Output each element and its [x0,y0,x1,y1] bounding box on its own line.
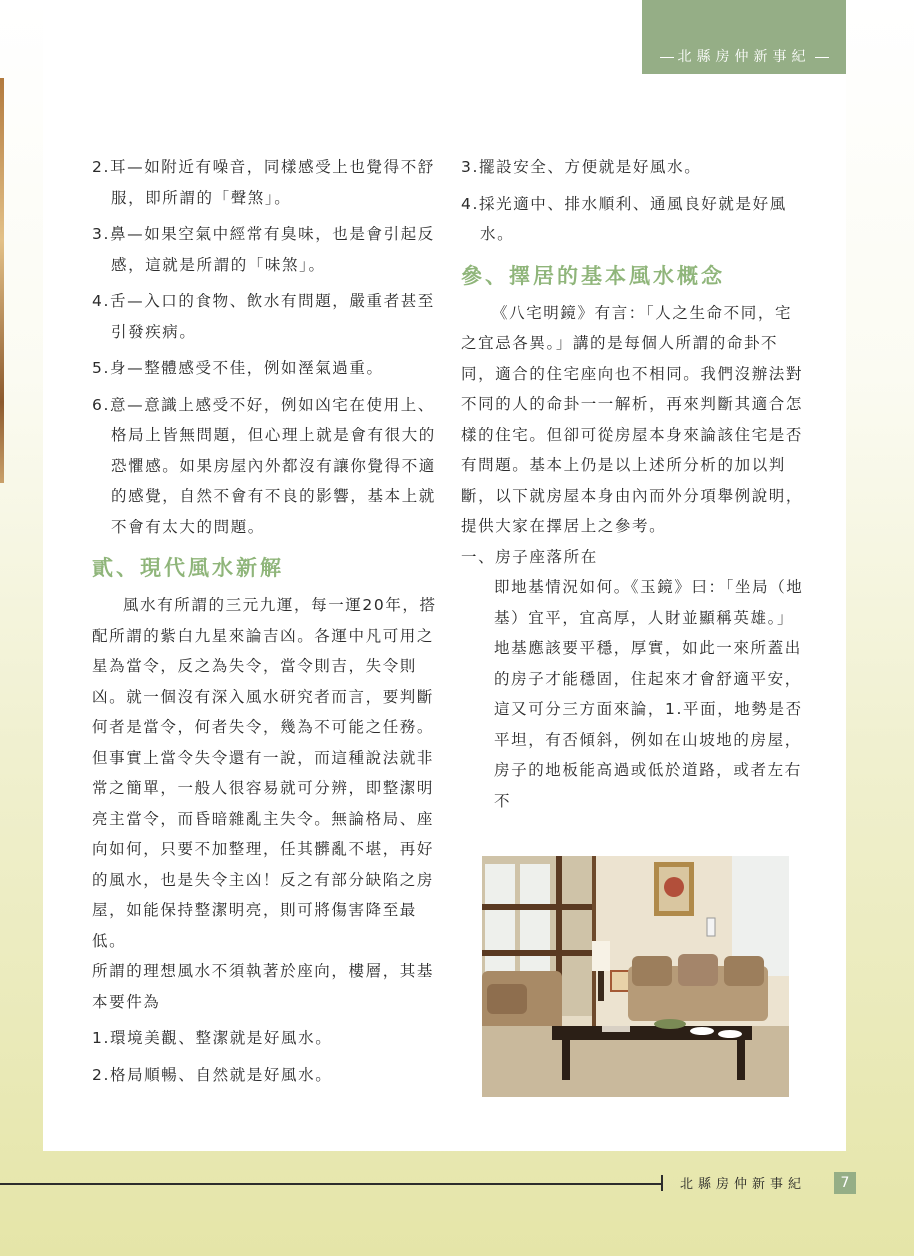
requirement-item-1: 1.環境美觀、整潔就是好風水。 [92,1029,333,1047]
footer-rule [0,1183,662,1185]
requirements-intro: 所謂的理想風水不須執著於座向，樓層，其基本要件為 [92,962,435,1011]
living-room-illustration [482,856,789,1097]
paragraph-basic-concepts: 《八宅明鏡》有言：「人之生命不同，宅之宜忌各異。」講的是每個人所謂的命卦不同，適合的住宅座向也不相同。我們沒辦法對不同的人的命卦一一解析，再來判斷其適合怎樣的住宅。但卻可從房屋本身來論該住宅是否有問題。基本上仍是以上述所分析的加以判斷，以下就房屋本身由內而外分項舉例說明，提供大家在擇居上之參考。 [461,303,804,535]
section-title-modern-fengshui: 貳、現代風水新解 [92,556,284,580]
subparagraph-house-location: 即地基情況如何。《玉鏡》曰：「坐局（地基）宜平，宜高厚，人財並顯稱英雄。」地基應該要平穩，厚實，如此一來所蓋出的房子才能穩固，住起來才會舒適平安，這又可分三方面來論，1.平面，地勢是否平坦，有否傾斜，例如在山坡地的房屋，房子的地板能高過或低於道路，或者左右不 [494,578,804,810]
section-title-basic-concepts: 參、擇居的基本風水概念 [461,263,725,288]
footer-rule-end [661,1175,663,1191]
living-room-photo [482,856,789,1097]
requirement-item-3: 3.擺設安全、方便就是好風水。 [461,158,702,176]
requirement-item-4: 4.採光適中、排水順利、通風良好就是好風水。 [461,194,787,243]
header-tab [642,0,846,74]
paragraph-modern-fengshui: 風水有所謂的三元九運，每一運20年，搭配所謂的紫白九星來論吉凶。各運中凡可用之星為當令，反之為失令，當令則吉，失令則凶。就一個沒有深入風水研究者而言，要判斷何者是當令，何者失令，幾為不可能之任務。但事實上當令失令還有一說，而這種說法就非常之簡單，一般人很容易就可分辨，即整潔明亮主當令，而昏暗雜亂主失令。無論格局、座向如何，只要不加整理，任其髒亂不堪，再好的風水，也是失令主凶！反之有部分缺陷之房屋，如能保持整潔明亮，則可將傷害降至最低。 [92,596,437,950]
right-column [461,152,806,816]
left-edge-photo-strip [0,78,4,483]
sense-item-nose: 3.鼻—如果空氣中經常有臭味，也是會引起反感，這就是所謂的「味煞」。 [92,225,435,274]
sense-item-mind: 6.意—意識上感受不好，例如凶宅在使用上、格局上皆無問題，但心理上就是會有很大的恐懼感。如果房屋內外都沒有讓你覺得不適的感覺，自然不會有不良的影響，基本上就不會有太大的問題。 [92,395,436,536]
header-title: 北縣房仲新事紀 [642,46,846,66]
sense-item-body: 5.身—整體感受不佳，例如溼氣過重。 [92,359,384,377]
subheading-house-location: 一、房子座落所在 [461,547,598,566]
requirement-item-2: 2.格局順暢、自然就是好風水。 [92,1065,333,1084]
left-column [92,152,437,1090]
page-number: 7 [834,1172,856,1194]
sense-item-ear: 2.耳—如附近有噪音，同樣感受上也覺得不舒服，即所謂的「聲煞」。 [92,158,435,207]
footer-title: 北縣房仲新事紀 [680,1177,807,1192]
sense-item-tongue: 4.舌—入口的食物、飲水有問題，嚴重者甚至引發疾病。 [92,292,435,341]
